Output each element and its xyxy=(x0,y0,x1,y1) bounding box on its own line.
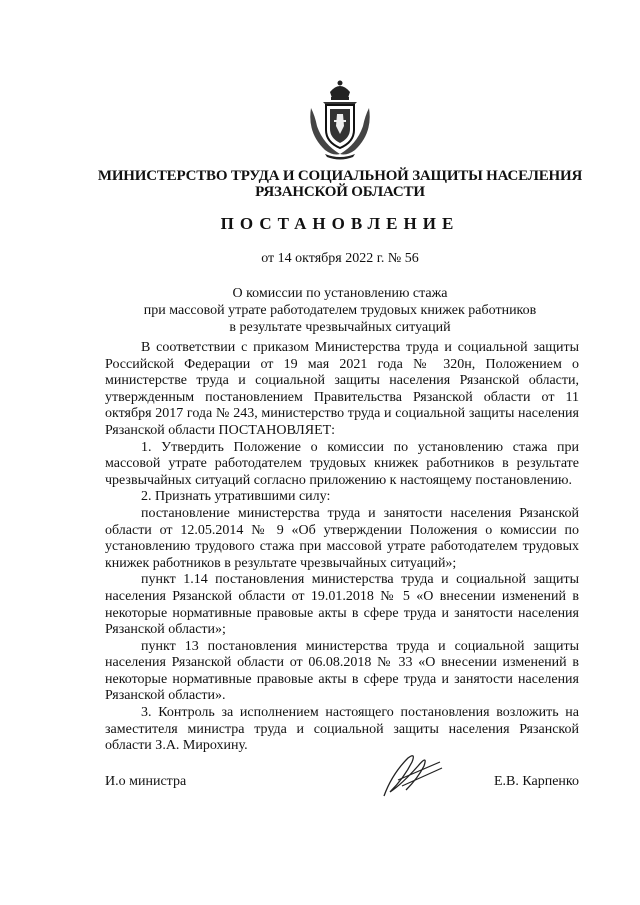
body-paragraph-repealed-1: постановление министерства труда и занятости населения Рязанской области от 12.05.2014 № 9 «Об утверждении Положения о комиссии по установлению трудового стажа при массовой утрате работодателем трудовых книжек работников в результате чрезвычайных ситуаций»; xyxy=(105,505,579,571)
signatory-name: Е.В. Карпенко xyxy=(493,774,579,789)
coat-of-arms-icon xyxy=(303,78,377,160)
document-type-title: ПОСТАНОВЛЕНИЕ xyxy=(220,214,460,233)
body-paragraph-item-3: 3. Контроль за исполнением настоящего постановления возложить на заместителя министра труда и социальной защиты населения Рязанской области З.А. Мирохину. xyxy=(105,705,579,754)
body-paragraph-repealed-3: пункт 13 постановления министерства труда и социальной защиты населения Рязанской области от 06.08.2018 № 33 «О внесении изменений в некоторые нормативные правовые акты в сфере труда и занятости населения Рязанской области». xyxy=(105,638,579,704)
document-subject xyxy=(60,285,620,336)
body-paragraph-repealed-2: пункт 1.14 постановления министерства труда и социальной защиты населения Рязанской области от 19.01.2018 № 5 «О внесении изменений в некоторые нормативные правовые акты в сфере труда и занятости населения Рязанской области»; xyxy=(105,572,579,638)
ministry-name-line1: МИНИСТЕРСТВО ТРУДА И СОЦИАЛЬНОЙ ЗАЩИТЫ НАСЕЛЕНИЯ xyxy=(97,168,583,184)
subject-line3: в результате чрезвычайных ситуаций xyxy=(229,320,451,335)
body-paragraph-item-1: 1. Утвердить Положение о комиссии по установлению стажа при массовой утрате работодателем трудовых книжек работников в результате чрезвычайных ситуаций согласно приложению к настоящему постановлению. xyxy=(105,439,579,488)
ministry-name-line2: РЯЗАНСКОЙ ОБЛАСТИ xyxy=(255,184,425,200)
body-paragraph-item-2: 2. Признать утратившими силу: xyxy=(141,489,331,505)
document-body xyxy=(105,340,579,755)
subject-line1: О комиссии по установлению стажа xyxy=(232,286,448,301)
body-paragraph-preamble: В соответствии с приказом Министерства труда и социальной защиты Российской Федерации от 19 мая 2021 года № 320н, Положением о министерстве труда и социальной защиты населения Рязанской области, утвержденным постановлением Правительства Рязанской области от 11 октября 2017 года № 243, министерство труда и социальной защиты населения Рязанской области ПОСТАНОВЛЯЕТ: xyxy=(105,340,579,438)
ministry-name xyxy=(60,168,620,200)
handwritten-signature-icon xyxy=(378,744,446,804)
subject-line2: при массовой утрате работодателем трудовых книжек работников xyxy=(143,303,537,318)
signatory-position: И.о министра xyxy=(105,774,187,789)
document-date-number: от 14 октября 2022 г. № 56 xyxy=(261,251,419,266)
